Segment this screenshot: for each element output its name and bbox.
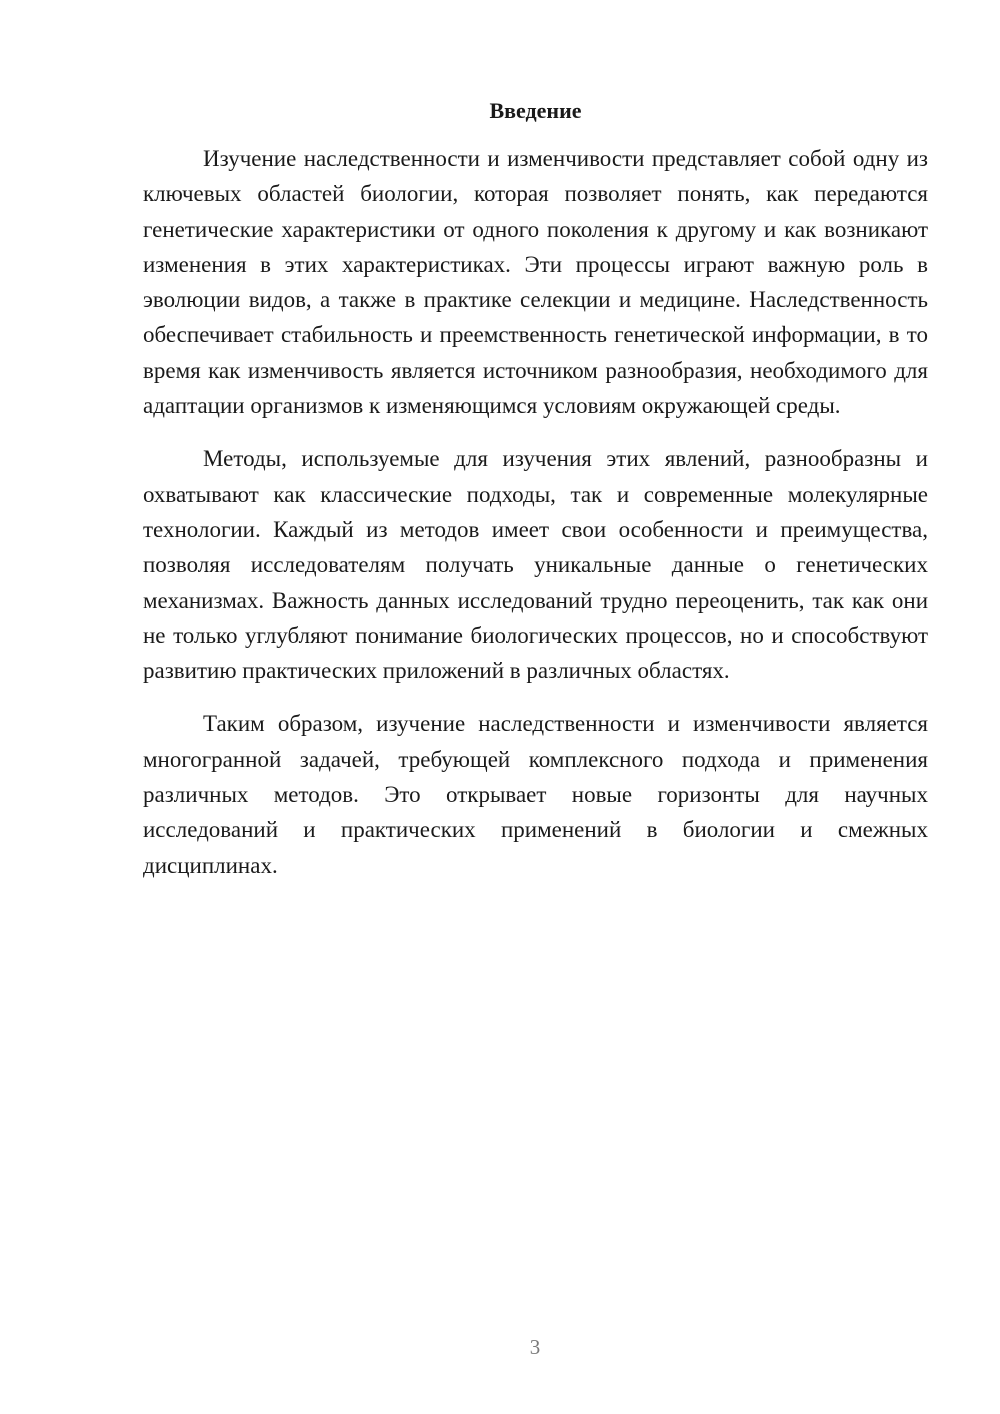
paragraph-1: Изучение наследственности и изменчивости представляет собой одну из ключевых областей биологии, которая позволяет понять, как передаются генетические характеристики от одного поколения к другому и как возникают изменения в этих характеристиках. Эти процессы играют важную роль в эволюции видов, а также в практике селекции и медицине. Наследственность обеспечивает стабильность и преемственность генетической информации, в то время как изменчивость является источником разнообразия, необходимого для адаптации организмов к изменяющимся условиям окружающей среды. (143, 146, 928, 419)
page-number: 3 (529, 1335, 541, 1359)
body-text (143, 141, 928, 901)
paragraph-2: Методы, используемые для изучения этих явлений, разнообразны и охватывают как классические подходы, так и современные молекулярные технологии. Каждый из методов имеет свои особенности и преимущества, позволяя исследователям получать уникальные данные о генетических механизмах. Важность данных исследований трудно переоценить, так как они не только углубляют понимание биологических процессов, но и способствуют развитию практических приложений в различных областях. (143, 446, 928, 684)
section-heading: Введение (489, 98, 582, 123)
paragraph-3: Таким образом, изучение наследственности и изменчивости является многогранной задачей, требующей комплексного подхода и применения различных методов. Это открывает новые горизонты для научных исследований и практических применений в биологии и смежных дисциплинах. (143, 711, 928, 878)
